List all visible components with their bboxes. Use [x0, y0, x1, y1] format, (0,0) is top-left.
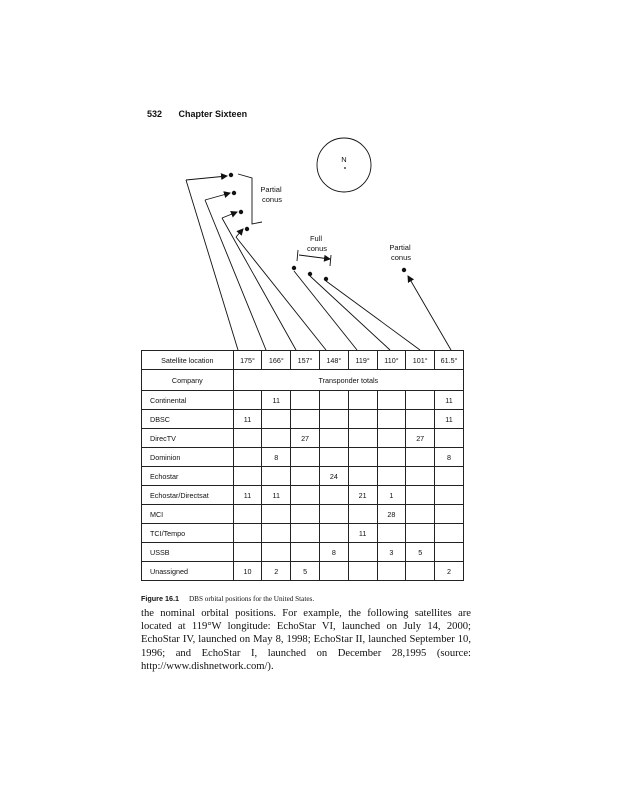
compass-label: N — [341, 155, 347, 164]
company-cell: Echostar/Directsat — [142, 486, 234, 505]
transponder-cell — [319, 429, 348, 448]
partial-conus-left-line2: conus — [261, 195, 283, 204]
location-cell: 148° — [319, 351, 348, 370]
transponder-cell — [291, 410, 320, 429]
transponder-cell — [406, 467, 435, 486]
location-cell: 119° — [348, 351, 377, 370]
transponder-cell — [319, 486, 348, 505]
transponder-cell: 5 — [406, 543, 435, 562]
transponder-cell — [406, 562, 435, 581]
transponder-cell: 1 — [377, 486, 406, 505]
company-cell: DBSC — [142, 410, 234, 429]
arrow-166 — [205, 193, 230, 200]
transponder-cell — [319, 524, 348, 543]
arrow-157 — [222, 212, 237, 218]
transponder-cell — [233, 543, 262, 562]
transponder-cell — [377, 524, 406, 543]
transponder-cell — [406, 448, 435, 467]
transponder-cell — [435, 524, 464, 543]
transponder-cell: 11 — [435, 391, 464, 410]
company-cell: TCI/Tempo — [142, 524, 234, 543]
satellite-61-5 — [402, 268, 406, 272]
arrow-175 — [186, 176, 227, 180]
company-cell: DirecTV — [142, 429, 234, 448]
table-row — [142, 467, 464, 486]
table-row — [142, 562, 464, 581]
transponder-cell: 10 — [233, 562, 262, 581]
page-number: 532 — [147, 109, 163, 119]
transponder-cell — [262, 543, 291, 562]
full-conus-line2: conus — [306, 244, 328, 253]
location-header: Satellite location — [142, 351, 234, 370]
transponder-cell — [406, 486, 435, 505]
transponder-cell — [291, 448, 320, 467]
leader-101 — [326, 281, 420, 350]
transponder-cell — [319, 562, 348, 581]
transponder-cell — [291, 524, 320, 543]
transponder-cell — [291, 467, 320, 486]
location-cell: 110° — [377, 351, 406, 370]
transponder-cell — [348, 429, 377, 448]
transponder-cell: 11 — [262, 486, 291, 505]
transponder-cell — [348, 467, 377, 486]
transponder-cell — [291, 486, 320, 505]
transponder-cell — [377, 448, 406, 467]
company-cell: USSB — [142, 543, 234, 562]
caption-text: DBS orbital positions for the United States. — [188, 595, 315, 603]
transponder-cell — [406, 524, 435, 543]
satellite-148 — [245, 227, 249, 231]
transponder-cell: 2 — [262, 562, 291, 581]
company-header: Company — [142, 370, 234, 391]
figure-caption — [141, 594, 314, 603]
table-row — [142, 524, 464, 543]
company-header-row — [142, 370, 464, 391]
transponder-cell: 8 — [262, 448, 291, 467]
transponder-cell — [262, 467, 291, 486]
company-cell: Dominion — [142, 448, 234, 467]
transponder-cell — [435, 467, 464, 486]
body-paragraph: the nominal orbital positions. For example, the following satellites are located at 119°W longitude: EchoStar VI, launched on July 14, 2000; EchoStar IV, launched on May 8, 1998; EchoStar II, launched September 10, 1996; and EchoStar I, launched on December 28,1995 (source: http://www.dishnetwork.com/). — [141, 608, 471, 672]
company-cell: Echostar — [142, 467, 234, 486]
transponder-cell: 8 — [435, 448, 464, 467]
transponder-cell — [262, 524, 291, 543]
transponder-cell — [406, 410, 435, 429]
transponder-cell — [377, 467, 406, 486]
transponder-cell: 3 — [377, 543, 406, 562]
transponder-cell — [348, 448, 377, 467]
location-cell: 157° — [291, 351, 320, 370]
transponder-cell: 11 — [233, 486, 262, 505]
full-conus-line1: Full — [309, 234, 323, 243]
transponder-cell — [406, 391, 435, 410]
company-cell: Continental — [142, 391, 234, 410]
company-cell: Unassigned — [142, 562, 234, 581]
transponder-cell — [435, 429, 464, 448]
transponder-cell — [319, 505, 348, 524]
transponder-totals-header: Transponder totals — [233, 370, 463, 391]
table-row — [142, 505, 464, 524]
leader-157 — [222, 218, 296, 350]
company-cell: MCI — [142, 505, 234, 524]
transponder-cell — [233, 467, 262, 486]
location-cell: 166° — [262, 351, 291, 370]
leader-110 — [310, 276, 390, 350]
transponder-cell — [291, 391, 320, 410]
transponder-cell: 11 — [348, 524, 377, 543]
transponder-cell: 2 — [435, 562, 464, 581]
transponder-cell: 8 — [319, 543, 348, 562]
transponder-cell: 21 — [348, 486, 377, 505]
transponder-cell: 27 — [291, 429, 320, 448]
satellite-110 — [308, 272, 312, 276]
transponder-cell: 24 — [319, 467, 348, 486]
transponder-cell — [406, 505, 435, 524]
location-header-row — [142, 351, 464, 370]
satellite-175 — [229, 173, 233, 177]
transponder-cell — [377, 391, 406, 410]
leader-61-5 — [408, 276, 451, 350]
transponder-cell — [377, 562, 406, 581]
transponder-cell — [435, 505, 464, 524]
transponder-cell — [377, 429, 406, 448]
table-row — [142, 410, 464, 429]
transponder-cell: 27 — [406, 429, 435, 448]
transponder-cell — [377, 410, 406, 429]
transponder-cell — [233, 524, 262, 543]
transponder-cell — [348, 391, 377, 410]
table-row — [142, 429, 464, 448]
transponder-cell — [233, 391, 262, 410]
transponder-cell — [262, 429, 291, 448]
partial-conus-right-line1: Partial — [389, 243, 411, 252]
transponder-cell — [233, 448, 262, 467]
partial-conus-bracket — [238, 174, 262, 224]
table-row — [142, 448, 464, 467]
leader-166 — [205, 200, 266, 350]
partial-conus-right-line2: conus — [390, 253, 412, 262]
location-cell: 175° — [233, 351, 262, 370]
transponder-cell — [435, 486, 464, 505]
satellite-157 — [239, 210, 243, 214]
table-row — [142, 486, 464, 505]
table-row — [142, 391, 464, 410]
full-conus-arrow — [299, 255, 330, 259]
transponder-cell: 11 — [233, 410, 262, 429]
transponder-cell: 11 — [262, 391, 291, 410]
transponder-cell — [348, 562, 377, 581]
location-cell: 61.5° — [435, 351, 464, 370]
transponder-cell — [233, 429, 262, 448]
transponder-cell — [233, 505, 262, 524]
transponder-cell — [348, 505, 377, 524]
satellite-101 — [324, 277, 328, 281]
transponder-cell — [262, 505, 291, 524]
location-cell: 101° — [406, 351, 435, 370]
transponder-cell: 28 — [377, 505, 406, 524]
transponder-cell — [319, 391, 348, 410]
transponder-cell — [291, 505, 320, 524]
transponder-cell — [348, 543, 377, 562]
arrow-148 — [236, 229, 243, 237]
caption-label: Figure 16.1 — [141, 594, 179, 603]
transponder-cell — [319, 448, 348, 467]
transponder-cell: 5 — [291, 562, 320, 581]
partial-conus-left-line1: Partial — [260, 185, 282, 194]
orbital-positions-table — [141, 350, 464, 581]
leader-175 — [186, 180, 238, 350]
compass-center-dot — [344, 167, 346, 169]
transponder-cell — [435, 543, 464, 562]
satellite-119 — [292, 266, 296, 270]
transponder-cell — [262, 410, 291, 429]
table-row — [142, 543, 464, 562]
transponder-cell: 11 — [435, 410, 464, 429]
transponder-cell — [319, 410, 348, 429]
chapter-title: Chapter Sixteen — [178, 109, 248, 119]
transponder-cell — [348, 410, 377, 429]
compass-circle — [317, 138, 371, 192]
transponder-cell — [291, 543, 320, 562]
satellite-166 — [232, 191, 236, 195]
